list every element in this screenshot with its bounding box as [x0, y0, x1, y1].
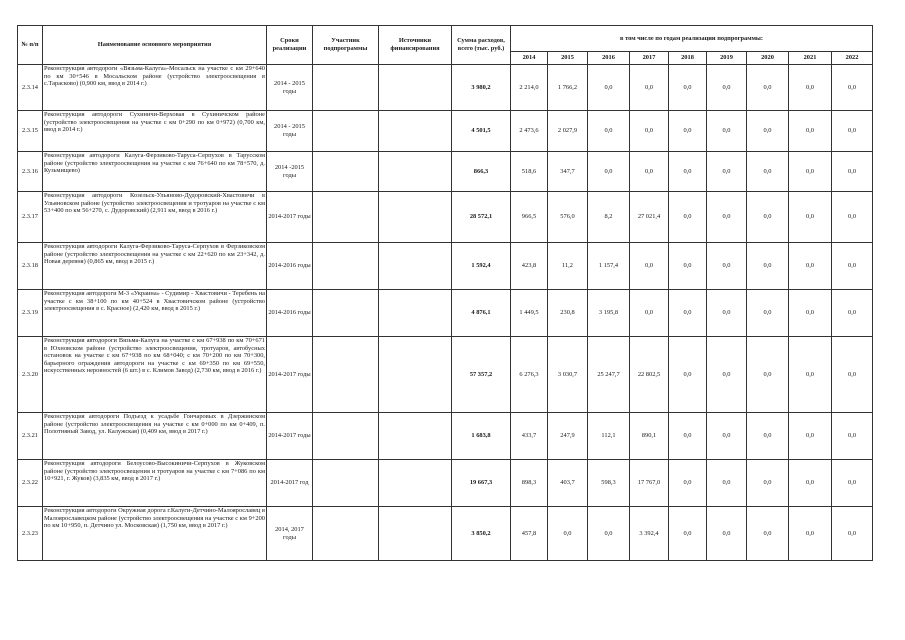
row-num: 2.3.14 — [18, 65, 43, 111]
row-total: 57 357,2 — [452, 337, 511, 413]
row-year-value: 247,9 — [548, 413, 588, 460]
row-year-value: 0,0 — [789, 460, 832, 507]
row-participant — [313, 152, 379, 192]
row-year-value: 22 802,5 — [630, 337, 669, 413]
table-row — [18, 337, 873, 413]
row-year-value: 112,1 — [588, 413, 630, 460]
row-year-value: 0,0 — [747, 192, 789, 243]
row-year-value: 0,0 — [789, 243, 832, 290]
header-term: Сроки реализации — [267, 26, 313, 65]
row-total: 3 980,2 — [452, 65, 511, 111]
row-sources — [379, 337, 452, 413]
row-name: Реконструкция автодороги Подъезд к усадьбе Гончаровых в Дзержинском районе (устройство электроосвещения на участке с км 0+000 по км 0+409, п. Полотняный Завод, ул. Калужская) (0,409 км, ввод в 2017 г.) — [43, 413, 267, 460]
header-by-years: в том числе по годам реализации подпрограммы: — [511, 26, 873, 52]
row-year-value: 0,0 — [747, 507, 789, 561]
row-year-value: 0,0 — [789, 192, 832, 243]
table-row — [18, 460, 873, 507]
row-year-value: 1 157,4 — [588, 243, 630, 290]
header-total: Сумма расходов, всего (тыс. руб.) — [452, 26, 511, 65]
row-year-value: 0,0 — [832, 152, 873, 192]
table-row — [18, 507, 873, 561]
header-year: 2015 — [548, 52, 588, 65]
row-term: 2014-2017 год — [267, 460, 313, 507]
row-sources — [379, 460, 452, 507]
row-year-value: 0,0 — [707, 337, 747, 413]
header-year: 2022 — [832, 52, 873, 65]
table-row — [18, 290, 873, 337]
row-year-value: 0,0 — [747, 337, 789, 413]
row-num: 2.3.23 — [18, 507, 43, 561]
row-year-value: 518,6 — [511, 152, 548, 192]
row-year-value: 0,0 — [789, 111, 832, 152]
row-year-value: 0,0 — [669, 111, 707, 152]
row-year-value: 890,1 — [630, 413, 669, 460]
row-name: Реконструкция автодороги Белоусово-Высокиничи-Серпухов в Жуковском районе (устройство электроосвещения и тротуаров на участке с км 7+086 по км 10+921, г. Жуков) (3,835 км, ввод в 2017 г.) — [43, 460, 267, 507]
row-term: 2014-2016 годы — [267, 290, 313, 337]
header-year: 2018 — [669, 52, 707, 65]
row-year-value: 0,0 — [548, 507, 588, 561]
row-sources — [379, 111, 452, 152]
row-total: 4 501,5 — [452, 111, 511, 152]
row-name: Реконструкция автодороги «Вязьма-Калуга»-Мосальск на участке с км 29+640 по км 30+546 в Мосальском районе (устройство электроосвещения в с.Тарасково) (0,900 км, ввод в 2014 г.) — [43, 65, 267, 111]
row-year-value: 0,0 — [669, 507, 707, 561]
row-participant — [313, 192, 379, 243]
row-year-value: 17 767,0 — [630, 460, 669, 507]
row-participant — [313, 290, 379, 337]
row-participant — [313, 65, 379, 111]
row-year-value: 0,0 — [707, 507, 747, 561]
row-year-value: 0,0 — [630, 290, 669, 337]
row-year-value: 0,0 — [832, 243, 873, 290]
row-year-value: 0,0 — [630, 152, 669, 192]
row-year-value: 0,0 — [669, 65, 707, 111]
row-year-value: 0,0 — [832, 192, 873, 243]
header-row — [18, 26, 873, 52]
row-term: 2014-2017 годы — [267, 192, 313, 243]
row-year-value: 0,0 — [832, 413, 873, 460]
row-num: 2.3.19 — [18, 290, 43, 337]
row-year-value: 11,2 — [548, 243, 588, 290]
header-num: № п/п — [18, 26, 43, 65]
row-year-value: 0,0 — [832, 111, 873, 152]
row-year-value: 0,0 — [747, 413, 789, 460]
row-total: 866,3 — [452, 152, 511, 192]
row-sources — [379, 192, 452, 243]
row-num: 2.3.17 — [18, 192, 43, 243]
row-year-value: 230,8 — [548, 290, 588, 337]
row-term: 2014, 2017 годы — [267, 507, 313, 561]
row-num: 2.3.15 — [18, 111, 43, 152]
row-year-value: 598,3 — [588, 460, 630, 507]
row-year-value: 423,8 — [511, 243, 548, 290]
row-year-value: 0,0 — [832, 290, 873, 337]
row-num: 2.3.16 — [18, 152, 43, 192]
row-year-value: 1 766,2 — [548, 65, 588, 111]
table-row — [18, 192, 873, 243]
row-year-value: 966,5 — [511, 192, 548, 243]
row-year-value: 0,0 — [747, 152, 789, 192]
row-sources — [379, 413, 452, 460]
row-year-value: 403,7 — [548, 460, 588, 507]
row-participant — [313, 413, 379, 460]
row-year-value: 3 030,7 — [548, 337, 588, 413]
header-participant: Участник подпрограммы — [313, 26, 379, 65]
row-year-value: 0,0 — [832, 460, 873, 507]
row-year-value: 0,0 — [669, 192, 707, 243]
row-year-value: 0,0 — [747, 65, 789, 111]
row-year-value: 0,0 — [707, 192, 747, 243]
row-year-value: 0,0 — [630, 65, 669, 111]
row-name: Реконструкция автодороги Козельск-Ульяново-Дудоровский-Хвастовичи в Ульяновском районе (устройство электроосвещения и тротуаров на участке с км 53+400 по км 56+270, с. Дудоровский) (2,911 км, ввод в 2016 г.) — [43, 192, 267, 243]
table-row — [18, 413, 873, 460]
row-year-value: 0,0 — [630, 111, 669, 152]
row-year-value: 0,0 — [747, 460, 789, 507]
row-year-value: 0,0 — [707, 243, 747, 290]
row-name: Реконструкция автодороги Калуга-Ферзиково-Таруса-Серпухов в Тарусском районе (устройство электроосвещения на участке с км 76+640 по км 78+570, д. Кузьмищево) — [43, 152, 267, 192]
header-sources: Источники финансирования — [379, 26, 452, 65]
row-num: 2.3.18 — [18, 243, 43, 290]
row-year-value: 8,2 — [588, 192, 630, 243]
row-year-value: 2 027,9 — [548, 111, 588, 152]
table-row — [18, 65, 873, 111]
header-year: 2021 — [789, 52, 832, 65]
row-participant — [313, 507, 379, 561]
row-term: 2014 - 2015 годы — [267, 65, 313, 111]
row-year-value: 2 214,0 — [511, 65, 548, 111]
row-participant — [313, 460, 379, 507]
row-year-value: 0,0 — [789, 337, 832, 413]
row-year-value: 0,0 — [789, 413, 832, 460]
row-year-value: 3 392,4 — [630, 507, 669, 561]
row-term: 2014 - 2015 годы — [267, 111, 313, 152]
row-year-value: 0,0 — [707, 111, 747, 152]
row-year-value: 0,0 — [789, 290, 832, 337]
row-year-value: 0,0 — [747, 111, 789, 152]
row-total: 3 850,2 — [452, 507, 511, 561]
row-total: 28 572,1 — [452, 192, 511, 243]
header-year: 2019 — [707, 52, 747, 65]
row-year-value: 2 473,6 — [511, 111, 548, 152]
row-year-value: 0,0 — [789, 152, 832, 192]
row-total: 1 592,4 — [452, 243, 511, 290]
row-num: 2.3.21 — [18, 413, 43, 460]
row-year-value: 0,0 — [707, 290, 747, 337]
row-year-value: 25 247,7 — [588, 337, 630, 413]
row-sources — [379, 243, 452, 290]
row-name: Реконструкция автодороги М-3 «Украина» - Судимир - Хвастовичи - Теребень на участке с км 38+100 по км 40+524 в Хвастовичском районе (устройство электроосвещения в с. Красное) (2,420 км, ввод в 2015 г.) — [43, 290, 267, 337]
row-year-value: 0,0 — [669, 413, 707, 460]
row-year-value: 0,0 — [832, 65, 873, 111]
row-name: Реконструкция автодороги Сухиничи-Верховая в Сухиничском районе (устройство электроосвещения на участке с км 0+290 по км 0+972) (0,700 км, ввод в 2014 г.) — [43, 111, 267, 152]
row-num: 2.3.22 — [18, 460, 43, 507]
row-year-value: 6 276,3 — [511, 337, 548, 413]
row-year-value: 27 021,4 — [630, 192, 669, 243]
row-year-value: 0,0 — [832, 507, 873, 561]
row-year-value: 0,0 — [669, 243, 707, 290]
table-row — [18, 152, 873, 192]
row-year-value: 3 195,8 — [588, 290, 630, 337]
row-year-value: 0,0 — [707, 413, 747, 460]
row-year-value: 0,0 — [747, 290, 789, 337]
row-year-value: 0,0 — [832, 337, 873, 413]
table-body — [18, 65, 873, 561]
row-total: 4 876,1 — [452, 290, 511, 337]
row-total: 19 667,3 — [452, 460, 511, 507]
row-year-value: 576,0 — [548, 192, 588, 243]
row-year-value: 0,0 — [669, 152, 707, 192]
row-year-value: 0,0 — [707, 152, 747, 192]
row-year-value: 0,0 — [588, 111, 630, 152]
header-year: 2017 — [630, 52, 669, 65]
row-year-value: 433,7 — [511, 413, 548, 460]
row-year-value: 1 449,5 — [511, 290, 548, 337]
row-sources — [379, 507, 452, 561]
row-total: 1 683,8 — [452, 413, 511, 460]
row-year-value: 0,0 — [747, 243, 789, 290]
row-year-value: 347,7 — [548, 152, 588, 192]
row-year-value: 0,0 — [588, 65, 630, 111]
row-year-value: 0,0 — [789, 507, 832, 561]
row-year-value: 0,0 — [630, 243, 669, 290]
row-year-value: 0,0 — [707, 65, 747, 111]
row-year-value: 0,0 — [588, 507, 630, 561]
row-term: 2014-2016 годы — [267, 243, 313, 290]
row-year-value: 898,3 — [511, 460, 548, 507]
table-row — [18, 243, 873, 290]
row-sources — [379, 290, 452, 337]
row-term: 2014-2017 годы — [267, 337, 313, 413]
header-year: 2016 — [588, 52, 630, 65]
row-name: Реконструкция автодороги Вязьма-Калуга на участке с км 67+938 по км 70+671 в Юхновском районе (устройство электроосвещения, тротуаров, автобусных остановок на участке с км 67+938 по км 68+040; с км 70+200 по км 70+300, барьерного ограждения автодороги на участке с км 69+350 по км 69+550, искусственных неровностей (6 шт.) в с. Климов Завод) (2,730 км, ввод в 2016 г.) — [43, 337, 267, 413]
row-term: 2014 -2015 годы — [267, 152, 313, 192]
row-sources — [379, 152, 452, 192]
header-year: 2020 — [747, 52, 789, 65]
row-sources — [379, 65, 452, 111]
header-name: Наименование основного мероприятия — [43, 26, 267, 65]
row-year-value: 0,0 — [707, 460, 747, 507]
table-row — [18, 111, 873, 152]
row-year-value: 0,0 — [669, 337, 707, 413]
row-year-value: 0,0 — [669, 290, 707, 337]
row-term: 2014-2017 годы — [267, 413, 313, 460]
row-year-value: 0,0 — [588, 152, 630, 192]
row-participant — [313, 337, 379, 413]
header-year: 2014 — [511, 52, 548, 65]
row-participant — [313, 243, 379, 290]
program-table — [17, 25, 873, 561]
row-year-value: 0,0 — [789, 65, 832, 111]
row-name: Реконструкция автодороги Калуга-Ферзиково-Таруса-Серпухов в Ферзиковском районе (устройство электроосвещения на участке с км 22+620 по км 23+342, д. Новая деревня) (0,865 км, ввод в 2015 г.) — [43, 243, 267, 290]
row-year-value: 457,8 — [511, 507, 548, 561]
row-participant — [313, 111, 379, 152]
row-num: 2.3.20 — [18, 337, 43, 413]
row-year-value: 0,0 — [669, 460, 707, 507]
row-name: Реконструкция автодороги Окружная дорога г.Калуги-Детчино-Малоярославец в Малоярославецком районе (устройство электроосвещения на участке с км 9+200 по км 10+950, п. Детчино ул. Московская) (1,750 км, ввод в 2017 г.) — [43, 507, 267, 561]
